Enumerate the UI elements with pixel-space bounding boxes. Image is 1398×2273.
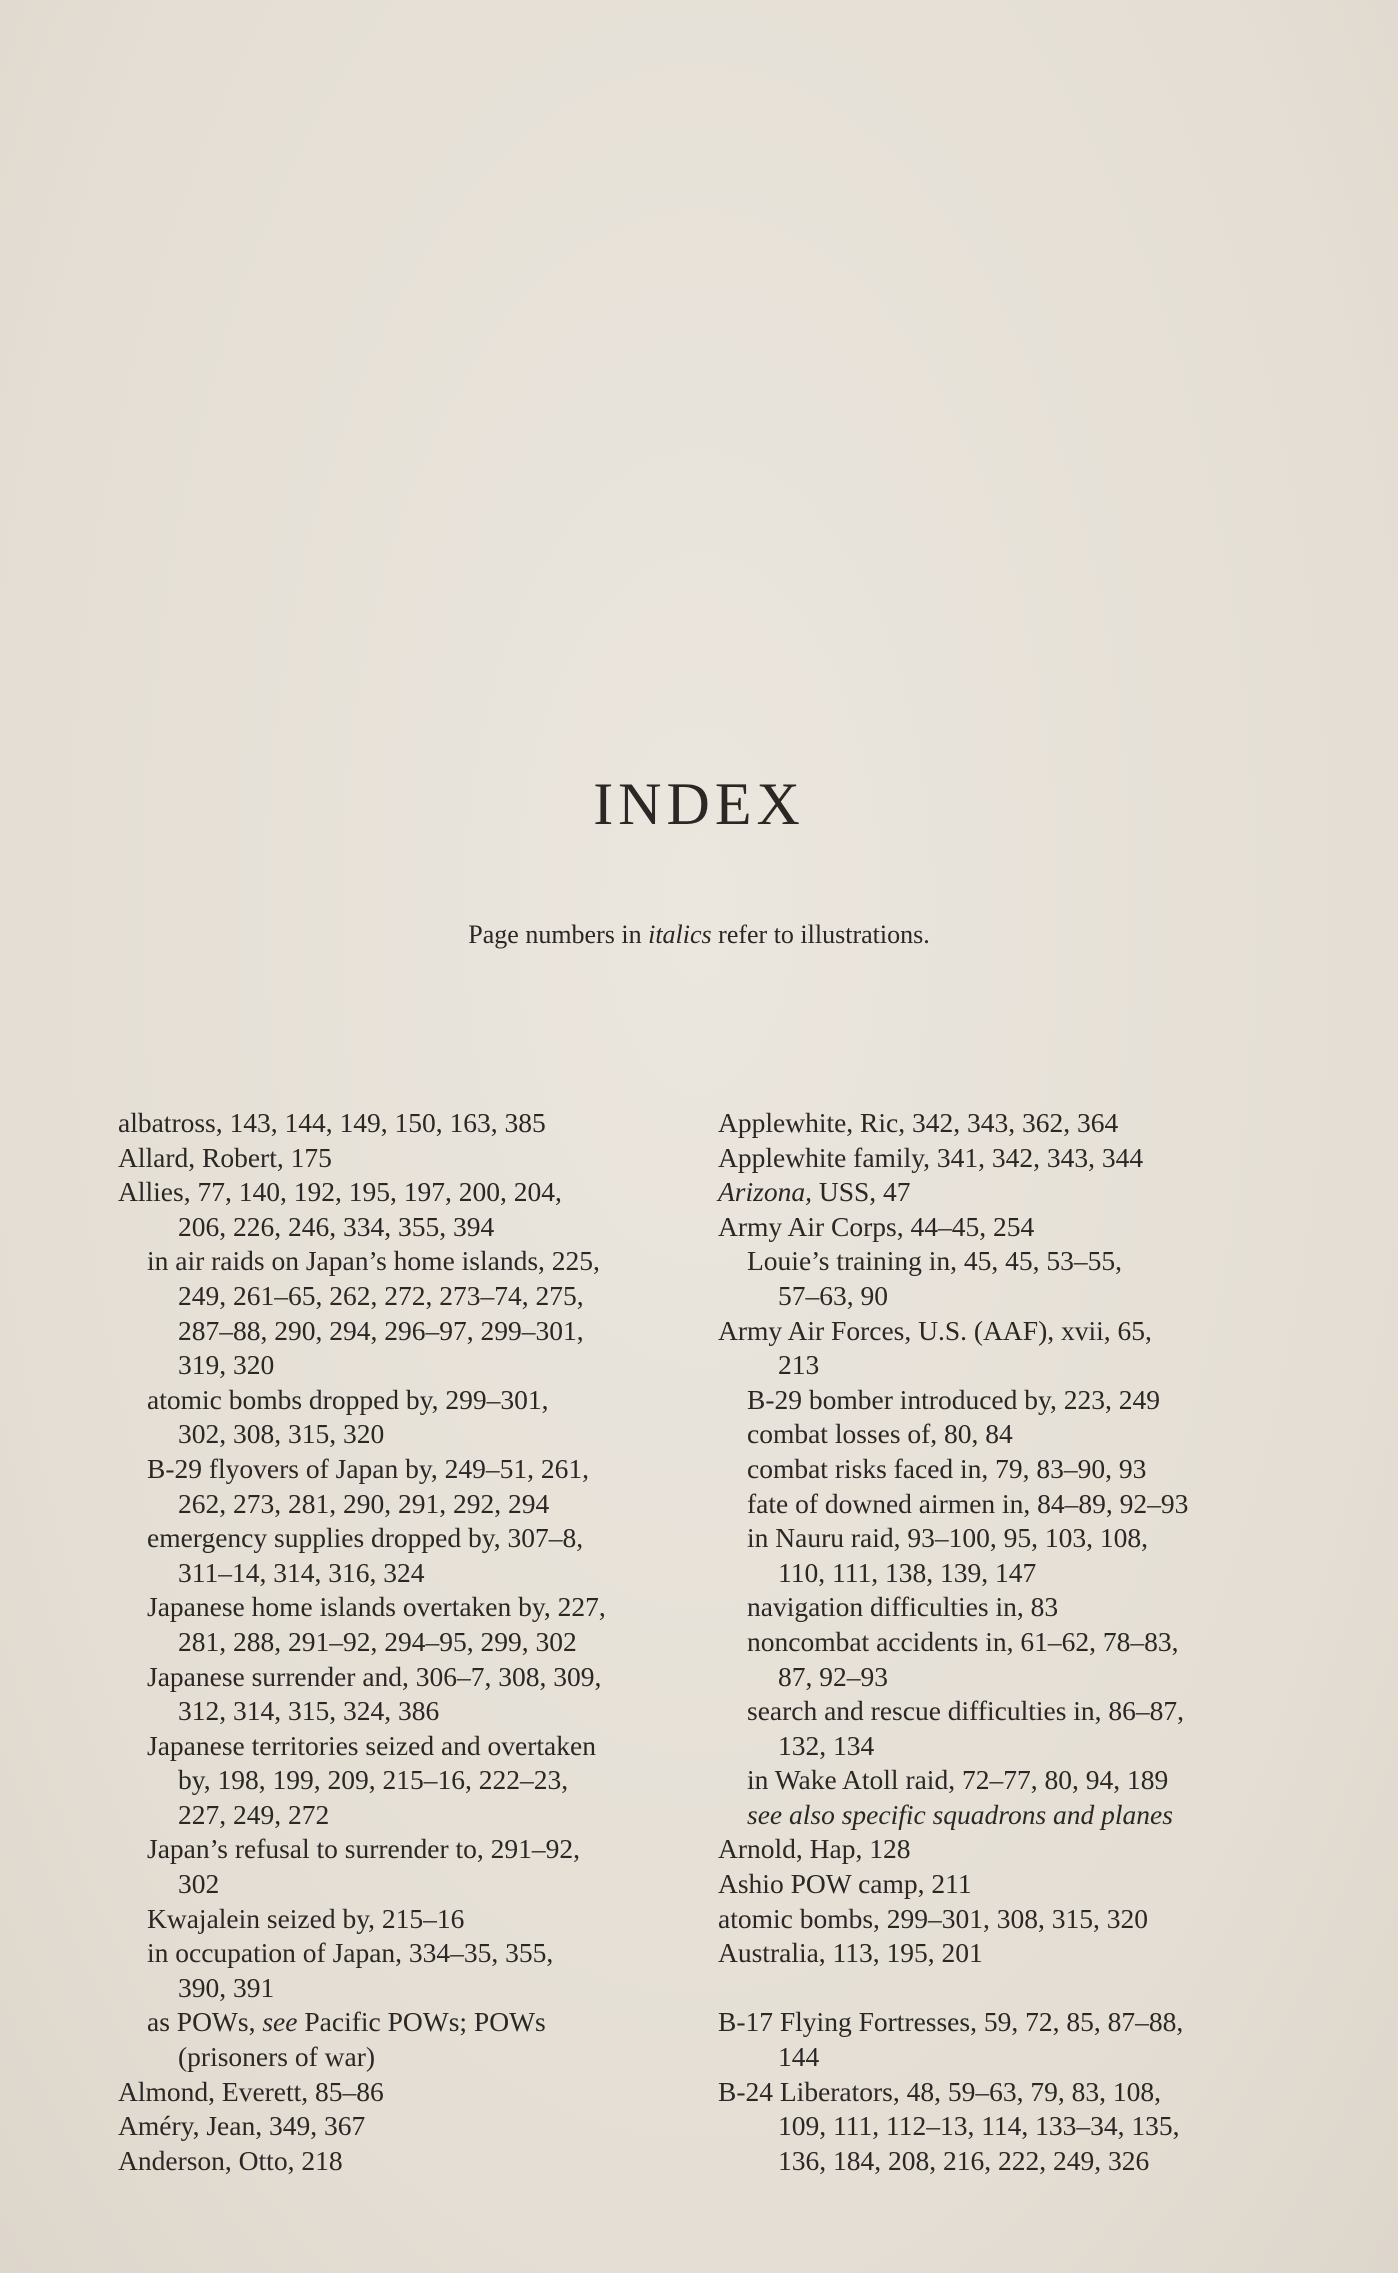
- index-subentry: in occupation of Japan, 334–35, 355,: [147, 1937, 554, 1969]
- index-subentry: 206, 226, 246, 334, 355, 394: [178, 1210, 495, 1242]
- index-subentry: 136, 184, 208, 216, 222, 249, 326: [778, 2144, 1150, 2176]
- index-entry: Applewhite family, 341, 342, 343, 344: [718, 1141, 1144, 1173]
- index-entry: Ashio POW camp, 211: [718, 1868, 972, 1900]
- index-subentry: 319, 320: [178, 1349, 275, 1381]
- index-entry: Arizona, USS, 47: [718, 1176, 911, 1208]
- index-subentry: Louie’s training in, 45, 45, 53–55,: [747, 1245, 1123, 1277]
- index-subentry: 262, 273, 281, 290, 291, 292, 294: [178, 1487, 550, 1519]
- index-subentry: as POWs, see Pacific POWs; POWs: [147, 2006, 546, 2038]
- index-subentry: Japan’s refusal to surrender to, 291–92,: [147, 1833, 581, 1865]
- index-entry: B-24 Liberators, 48, 59–63, 79, 83, 108,: [718, 2075, 1162, 2107]
- index-subentry: in air raids on Japan’s home islands, 225,: [147, 1245, 600, 1277]
- index-entry: Australia, 113, 195, 201: [718, 1937, 983, 1969]
- index-subentry: 311–14, 314, 316, 324: [178, 1556, 425, 1588]
- index-entry: albatross, 143, 144, 149, 150, 163, 385: [118, 1107, 546, 1138]
- index-subentry: 249, 261–65, 262, 272, 273–74, 275,: [178, 1279, 584, 1311]
- index-subentry: 144: [778, 2041, 820, 2073]
- index-subentry: in Nauru raid, 93–100, 95, 103, 108,: [747, 1522, 1148, 1554]
- index-entry: Applewhite, Ric, 342, 343, 362, 364: [718, 1107, 1119, 1138]
- index-subentry: 390, 391: [178, 1971, 275, 2003]
- index-subentry: 287–88, 290, 294, 296–97, 299–301,: [178, 1314, 584, 1346]
- page-title: INDEX: [593, 771, 805, 837]
- index-subentry: 87, 92–93: [778, 1660, 888, 1692]
- note-prefix: Page numbers in: [468, 920, 649, 949]
- index-subentry: 312, 314, 315, 324, 386: [178, 1695, 440, 1727]
- note-suffix: refer to illustrations.: [711, 920, 930, 949]
- index-subentry: 227, 249, 272: [178, 1798, 330, 1830]
- index-subentry: search and rescue difficulties in, 86–87,: [747, 1695, 1185, 1727]
- index-subentry: B-29 bomber introduced by, 223, 249: [747, 1383, 1160, 1415]
- index-entry: atomic bombs, 299–301, 308, 315, 320: [718, 1902, 1149, 1934]
- index-subentry: 302: [178, 1868, 220, 1900]
- index-subentry: combat risks faced in, 79, 83–90, 93: [747, 1452, 1147, 1484]
- index-subentry: 132, 134: [778, 1729, 875, 1761]
- index-subentry: 109, 111, 112–13, 114, 133–34, 135,: [778, 2110, 1180, 2142]
- index-subentry: (prisoners of war): [178, 2041, 376, 2073]
- index-entry: Army Air Forces, U.S. (AAF), xvii, 65,: [718, 1314, 1152, 1346]
- index-column-left: [118, 1106, 698, 2178]
- index-entry: Army Air Corps, 44–45, 254: [718, 1210, 1035, 1242]
- index-entry: Améry, Jean, 349, 367: [118, 2110, 366, 2142]
- index-entry: Allard, Robert, 175: [118, 1141, 332, 1173]
- index-subentry: Japanese territories seized and overtaken: [147, 1729, 596, 1761]
- index-subentry: 302, 308, 315, 320: [178, 1418, 385, 1450]
- italics-note: [0, 920, 1398, 950]
- index-subentry: see also specific squadrons and planes: [747, 1798, 1173, 1830]
- index-subentry: Kwajalein seized by, 215–16: [147, 1902, 465, 1934]
- index-subentry: fate of downed airmen in, 84–89, 92–93: [747, 1487, 1189, 1519]
- index-subentry: in Wake Atoll raid, 72–77, 80, 94, 189: [747, 1764, 1169, 1796]
- index-gap: [718, 1971, 1318, 2006]
- index-subentry: navigation difficulties in, 83: [747, 1591, 1059, 1623]
- show-through-text: [120, 165, 127, 199]
- index-entry: B-17 Flying Fortresses, 59, 72, 85, 87–88,: [718, 2006, 1184, 2038]
- note-italic-word: italics: [648, 920, 712, 949]
- index-subentry: 281, 288, 291–92, 294–95, 299, 302: [178, 1625, 577, 1657]
- index-subentry: combat losses of, 80, 84: [747, 1418, 1013, 1450]
- index-subentry: Japanese home islands overtaken by, 227,: [147, 1591, 606, 1623]
- index-subentry: by, 198, 199, 209, 215–16, 222–23,: [178, 1764, 569, 1796]
- index-subentry: atomic bombs dropped by, 299–301,: [147, 1383, 549, 1415]
- index-entry: Anderson, Otto, 218: [118, 2144, 343, 2176]
- index-column-right: [718, 1106, 1318, 2178]
- index-subentry: Japanese surrender and, 306–7, 308, 309,: [147, 1660, 602, 1692]
- index-entry: Almond, Everett, 85–86: [118, 2075, 384, 2107]
- index-subentry: noncombat accidents in, 61–62, 78–83,: [747, 1625, 1179, 1657]
- index-subentry: 213: [778, 1349, 820, 1381]
- index-subentry: 57–63, 90: [778, 1279, 888, 1311]
- index-subentry: B-29 flyovers of Japan by, 249–51, 261,: [147, 1452, 589, 1484]
- index-entry: Allies, 77, 140, 192, 195, 197, 200, 204,: [118, 1176, 562, 1208]
- index-subentry: 110, 111, 138, 139, 147: [778, 1556, 1037, 1588]
- index-entry: Arnold, Hap, 128: [718, 1833, 911, 1865]
- index-subentry: emergency supplies dropped by, 307–8,: [147, 1522, 584, 1554]
